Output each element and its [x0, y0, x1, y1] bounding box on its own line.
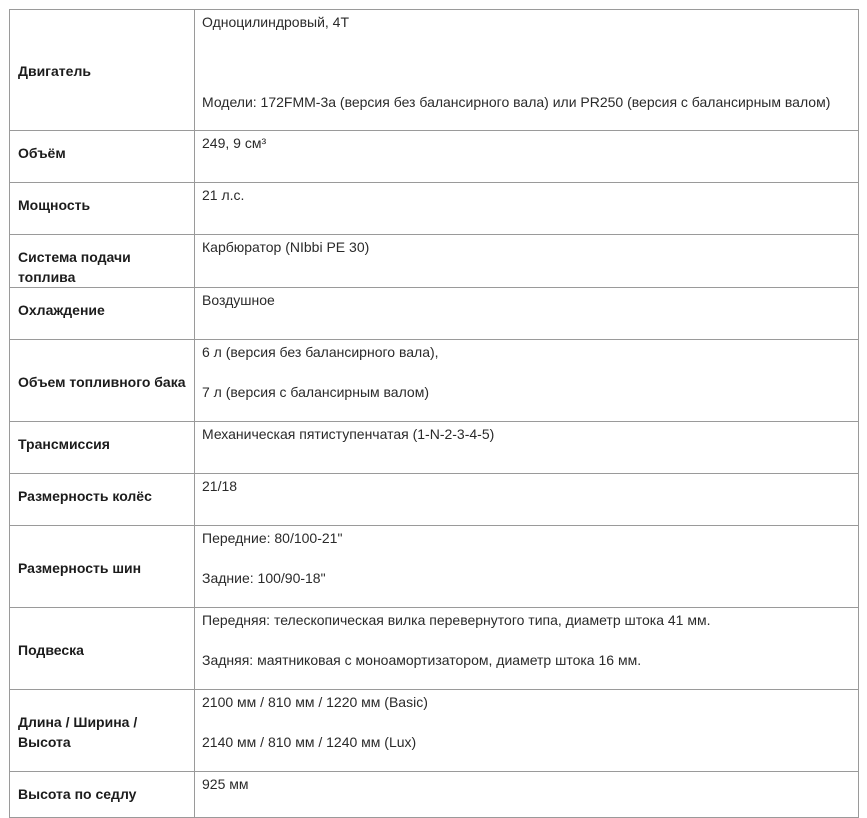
spec-value-line: 21/18	[202, 478, 238, 494]
spec-row-tire-size	[10, 526, 859, 608]
spec-row-seat-height	[10, 772, 859, 818]
spec-value-line: 2140 мм / 810 мм / 1240 мм (Lux)	[202, 734, 417, 750]
spec-value	[195, 340, 859, 422]
spec-value	[195, 422, 859, 474]
spec-value-line: Задняя: маятниковая с моноамортизатором, диаметр штока 16 мм.	[202, 652, 642, 668]
spec-value-line: Передние: 80/100-21"	[202, 530, 343, 546]
spec-value-line: 2100 мм / 810 мм / 1220 мм (Basic)	[202, 694, 428, 710]
spec-label: Размерность колёс	[10, 474, 195, 526]
spec-value-line: Передняя: телескопическая вилка перевернутого типа, диаметр штока 41 мм.	[202, 612, 711, 628]
spec-value	[195, 235, 859, 288]
spec-value	[195, 474, 859, 526]
spec-label: Подвеска	[10, 608, 195, 690]
spec-value-line: Механическая пятиступенчатая (1-N-2-3-4-5)	[202, 426, 495, 442]
spec-row-dimensions	[10, 690, 859, 772]
spec-value-line: 7 л (версия с балансирным валом)	[202, 384, 429, 400]
spec-value-line: 249, 9 см³	[202, 135, 267, 151]
spec-label: Система подачи топлива	[10, 235, 195, 288]
spec-value-line: Одноцилиндровый, 4T	[202, 14, 350, 30]
spec-value-line: 21 л.с.	[202, 187, 245, 203]
spec-value	[195, 526, 859, 608]
spec-row-fuel-system	[10, 235, 859, 288]
spec-value-line: Воздушное	[202, 292, 275, 308]
spec-row-displacement	[10, 131, 859, 183]
spec-value	[195, 10, 859, 131]
spec-value	[195, 772, 859, 818]
spec-value	[195, 608, 859, 690]
spec-value-line: Задние: 100/90-18"	[202, 570, 326, 586]
spec-value	[195, 183, 859, 235]
spec-row-transmission	[10, 422, 859, 474]
specifications-table	[9, 9, 859, 818]
spec-value	[195, 131, 859, 183]
spec-value-line: 6 л (версия без балансирного вала),	[202, 344, 439, 360]
spec-row-fuel-tank	[10, 340, 859, 422]
spec-label: Трансмиссия	[10, 422, 195, 474]
spec-label: Объём	[10, 131, 195, 183]
spec-value-line: Карбюратор (NIbbi PE 30)	[202, 239, 370, 255]
spec-value	[195, 690, 859, 772]
spec-label: Объем топливного бака	[10, 340, 195, 422]
spec-row-power	[10, 183, 859, 235]
spec-label: Длина / Ширина / Высота	[10, 690, 195, 772]
spec-row-suspension	[10, 608, 859, 690]
spec-label: Размерность шин	[10, 526, 195, 608]
spec-row-wheel-size	[10, 474, 859, 526]
spec-label: Мощность	[10, 183, 195, 235]
spec-value-line: 925 мм	[202, 776, 249, 792]
spec-value-line: Модели: 172FMM-3a (версия без балансирного вала) или PR250 (версия с балансирным валом)	[202, 94, 831, 110]
spec-row-cooling	[10, 288, 859, 340]
spec-row-engine	[10, 10, 859, 131]
spec-label: Двигатель	[10, 10, 195, 131]
spec-label: Охлаждение	[10, 288, 195, 340]
spec-label: Высота по седлу	[10, 772, 195, 818]
spec-value	[195, 288, 859, 340]
